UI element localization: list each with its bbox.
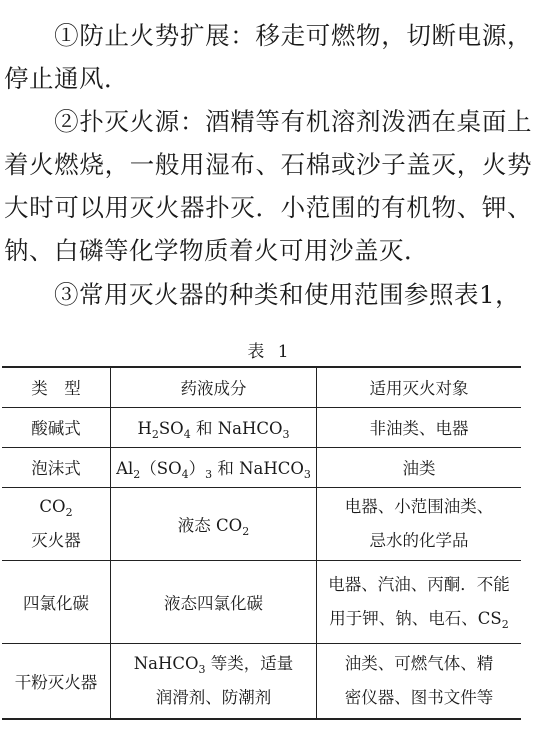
cell-type [2, 487, 111, 560]
formula-part: 和 NaHCO [212, 459, 304, 478]
table-row [2, 643, 521, 719]
header-agent: 药液成分 [111, 367, 317, 407]
formula-part: CO [39, 496, 66, 516]
table-row [2, 447, 521, 487]
cell-type: 泡沫式 [31, 459, 81, 478]
formula-part: （SO [140, 459, 182, 478]
paragraph-extinguisher-types-text: ③常用灭火器的种类和使用范围参照表1， [54, 280, 521, 309]
cell-target: 非油类、电器 [317, 407, 522, 447]
formula-part: Al [116, 459, 134, 478]
cell-agent-line2: 润滑剂、防潮剂 [155, 687, 272, 707]
formula-part: SO [158, 419, 184, 438]
cell-target-line2: 忌水的化学品 [369, 530, 469, 550]
cell-target [317, 560, 522, 643]
formula-subscript: 3 [303, 468, 311, 481]
cell-target-line1: 电器、汽油、丙酮．不能 [328, 574, 510, 594]
paragraph-extinguish-source [4, 100, 532, 272]
cell-target-line1: 油类、可燃气体、精 [344, 653, 494, 673]
extinguisher-table [2, 366, 521, 720]
formula-subscript: 3 [198, 662, 206, 676]
cell-type: 酸碱式 [31, 419, 81, 438]
cell-target: 油类 [317, 447, 522, 487]
formula-subscript: 4 [181, 468, 189, 481]
formula-part: 等类，适量 [205, 653, 294, 673]
formula-subscript: 2 [133, 468, 141, 481]
paragraph-fire-spread [4, 14, 532, 100]
formula-subscript: 3 [205, 468, 213, 481]
table-row [2, 407, 521, 447]
header-target: 适用灭火对象 [317, 367, 522, 407]
table-row [2, 560, 521, 643]
table-header-row [2, 367, 521, 407]
cell-agent [111, 407, 317, 447]
cell-type: 干粉灭火器 [14, 672, 98, 692]
cell-target-line2: 用于钾、钠、电石、CS [329, 608, 502, 628]
cell-target-line1: 电器、小范围油类、 [344, 496, 494, 516]
cell-agent [111, 487, 317, 560]
formula-subscript: 4 [183, 428, 191, 441]
table-row [2, 487, 521, 560]
formula-subscript: 2 [65, 505, 73, 519]
formula-part: H [137, 419, 152, 438]
cell-type: 四氯化碳 [23, 593, 89, 613]
formula-subscript: 3 [282, 428, 290, 441]
formula-part: 和 NaHCO [190, 419, 283, 438]
paragraph-extinguisher-types [4, 273, 532, 316]
cell-type-line2: 灭火器 [31, 530, 81, 550]
cell-agent: 液态四氯化碳 [111, 560, 317, 643]
formula-subscript: 2 [501, 617, 509, 631]
formula-part: ） [188, 459, 206, 478]
cell-target-line2: 密仪器、图书文件等 [344, 687, 494, 707]
header-type: 类 型 [31, 379, 81, 399]
paragraph-extinguish-source-text: ②扑灭火源：酒精等有机溶剂泼洒在桌面上着火燃烧，一般用湿布、石棉或沙子盖灭，火势大时可以用灭火器扑灭．小范围的有机物、钾、钠、白磷等化学物质着火可用沙盖灭． [4, 107, 532, 265]
cell-target [317, 643, 522, 719]
table-caption: 表 1 [247, 342, 293, 362]
formula-part: NaHCO [133, 653, 199, 673]
cell-target [317, 487, 522, 560]
formula-subscript: 2 [151, 428, 159, 441]
cell-agent [111, 643, 317, 719]
paragraph-fire-spread-text: ①防止火势扩展：移走可燃物，切断电源，停止通风． [4, 21, 532, 93]
formula-part: 液态 CO [177, 515, 243, 535]
cell-agent [111, 447, 317, 487]
formula-subscript: 2 [242, 524, 250, 538]
